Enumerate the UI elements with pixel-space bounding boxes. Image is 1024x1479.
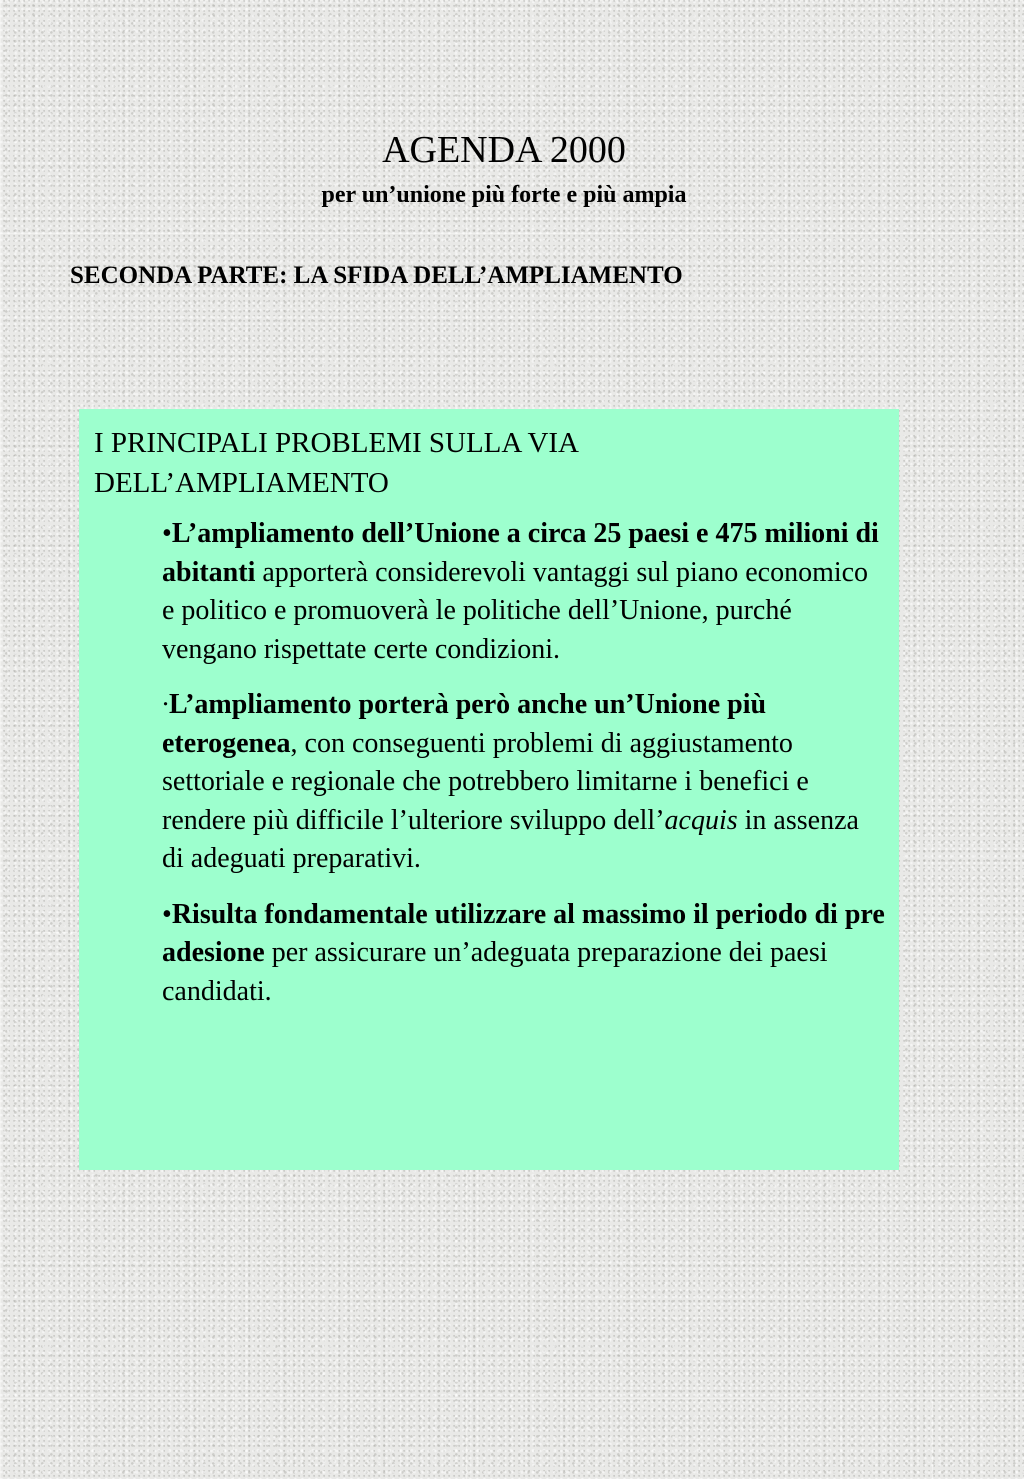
document-subtitle: per un’unione più forte e più ampia bbox=[321, 182, 687, 208]
bullet-text: , con conseguenti problemi di aggiustamento settoriale e regionale che potrebbero limitarne i benefici e rendere più difficile l’ulteriore sviluppo dell’ bbox=[162, 727, 809, 836]
bullet-bold-text: L’ampliamento porterà però anche un’Unione più eterogenea bbox=[162, 689, 767, 759]
bullet-list bbox=[94, 515, 885, 1011]
document-title: AGENDA 2000 bbox=[382, 129, 626, 171]
bullet-marker: • bbox=[162, 898, 172, 930]
section-title: SECONDA PARTE: LA SFIDA DELL’AMPLIAMENTO bbox=[70, 262, 683, 289]
bullet-marker: ∙ bbox=[162, 689, 169, 720]
bullet-item-pre-accession bbox=[162, 896, 885, 1012]
bullet-text: apporterà considerevoli vantaggi sul piano economico e politico e promuoverà le politiche dell’Unione, purché vengano rispettate certe condizioni. bbox=[162, 556, 869, 665]
content-box bbox=[79, 409, 899, 1170]
bullet-item-heterogeneity bbox=[162, 686, 885, 879]
bullet-bold-text: L’ampliamento dell’Unione a circa 25 paesi e 475 milioni di abitanti bbox=[162, 518, 879, 588]
bullet-bold-text: Risulta fondamentale utilizzare al massimo il periodo di pre adesione bbox=[162, 898, 885, 968]
bullet-marker: • bbox=[162, 518, 172, 549]
bullet-text-end: in assenza di adeguati preparativi. bbox=[162, 804, 859, 874]
box-heading-line1: I PRINCIPALI PROBLEMI SULLA VIA bbox=[94, 427, 579, 459]
bullet-italic-text: acquis bbox=[664, 804, 738, 836]
box-heading-line2: DELL’AMPLIAMENTO bbox=[94, 467, 389, 499]
bullet-text: per assicurare un’adeguata preparazione dei paesi candidati. bbox=[162, 937, 828, 1007]
box-heading bbox=[94, 423, 885, 503]
bullet-item-enlargement-benefits bbox=[162, 515, 885, 669]
